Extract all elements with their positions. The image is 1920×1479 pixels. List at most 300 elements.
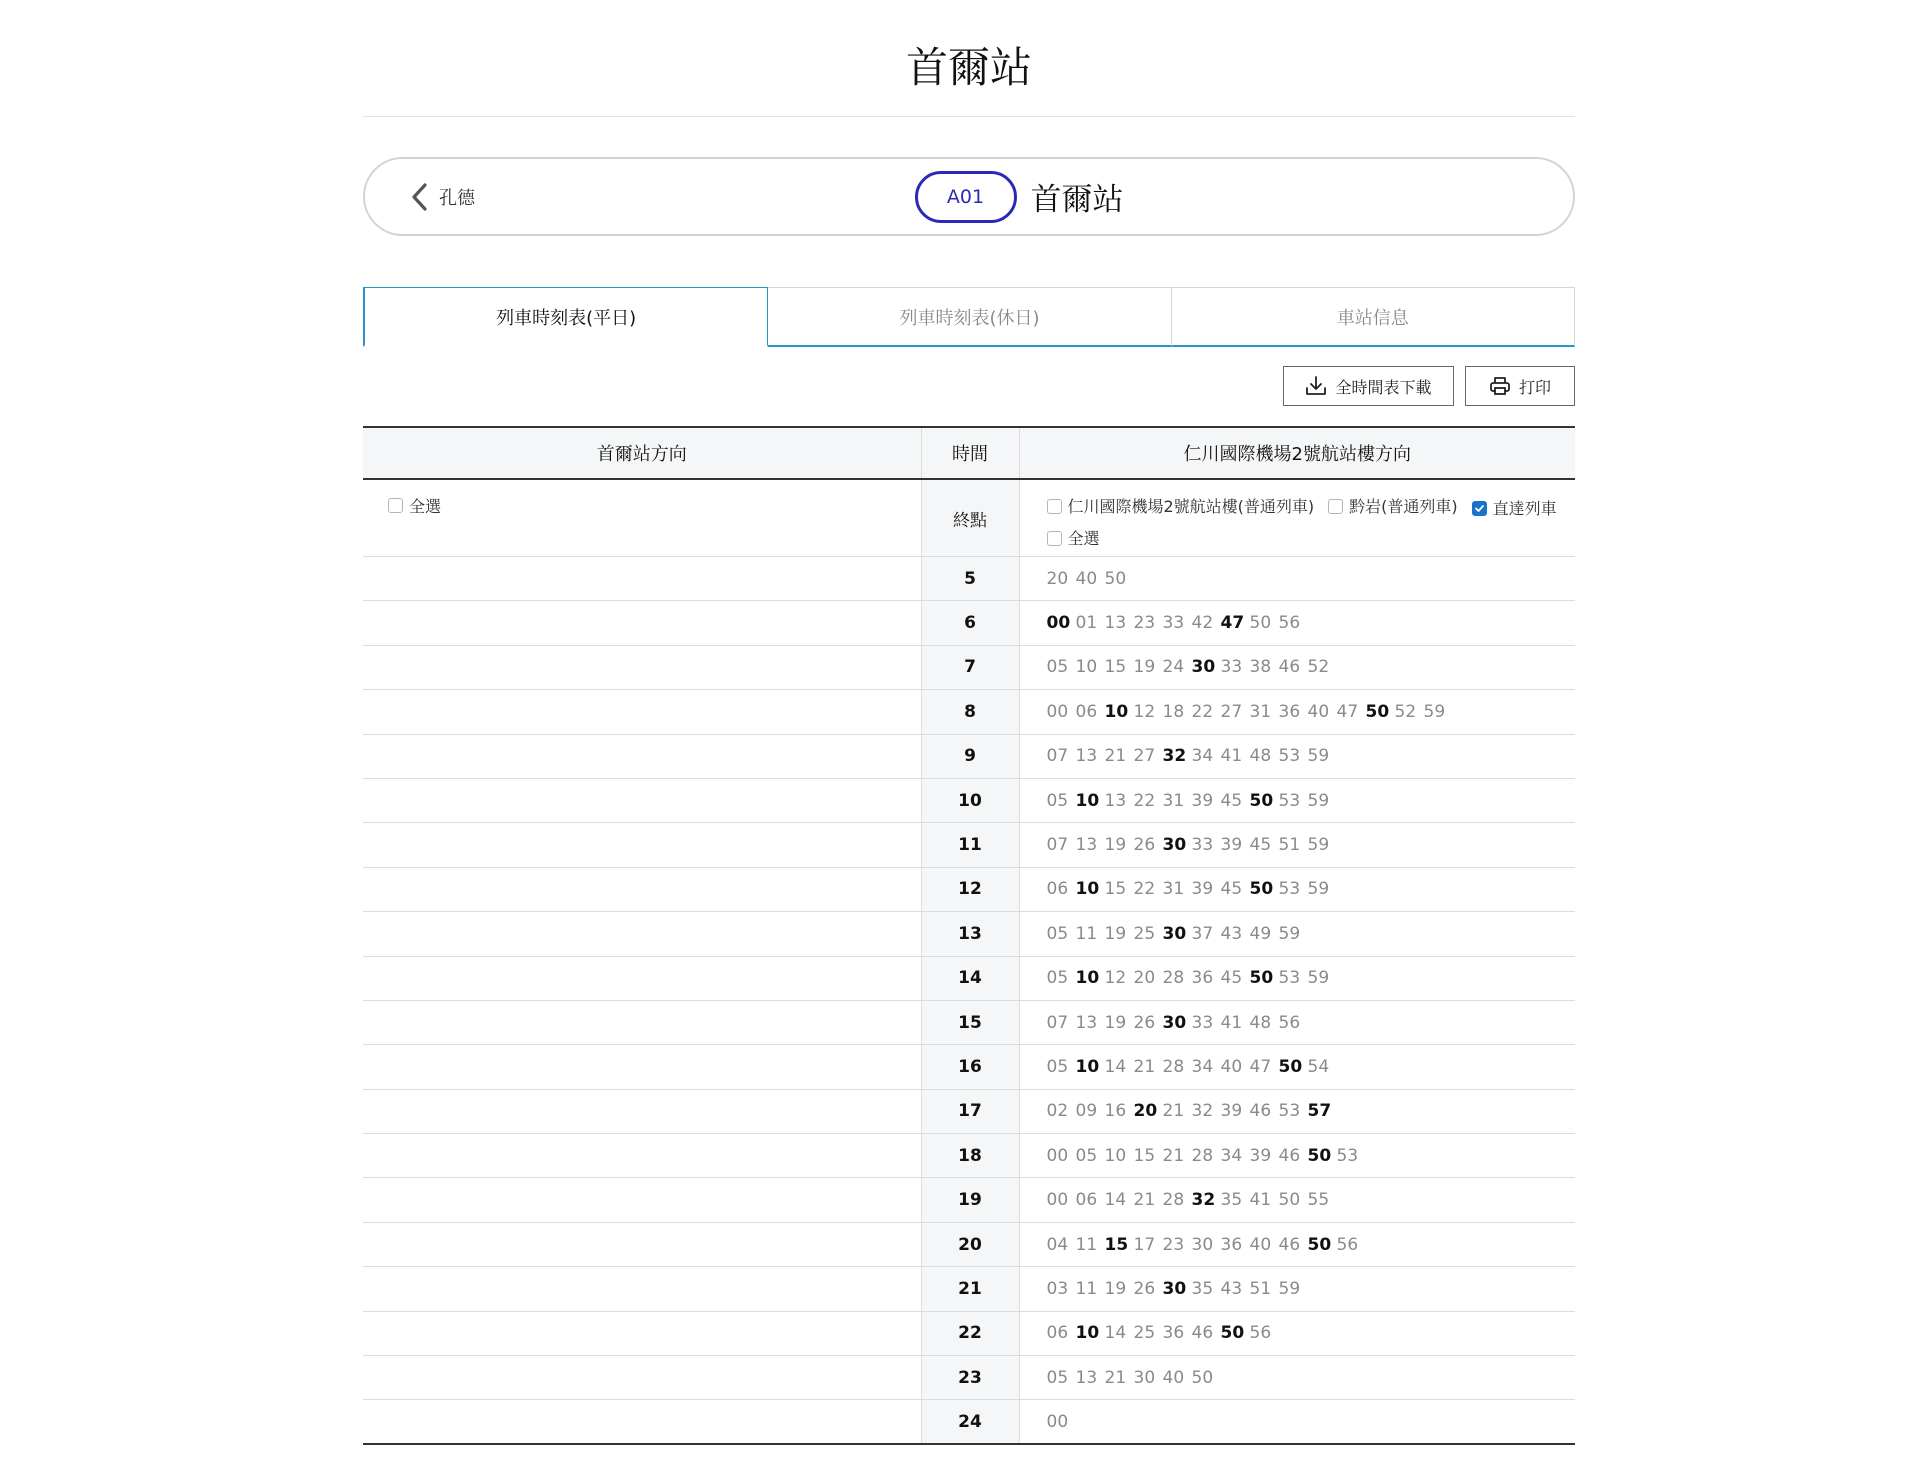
departure-minute: 40 [1220,1056,1243,1077]
departure-minute: 14 [1104,1323,1127,1344]
table-row [363,734,1575,778]
table-row [363,956,1575,1000]
express-departure-minute: 47 [1220,613,1245,634]
left-minutes-cell [363,1356,921,1400]
hour-cell: 22 [921,1311,1019,1355]
departure-minute: 59 [1307,746,1330,767]
departure-minute: 15 [1104,657,1127,678]
right-minutes-cell [1019,1311,1575,1355]
right-select-all-checkbox[interactable] [1047,524,1100,553]
table-row [363,1178,1575,1222]
departure-minute: 06 [1046,879,1069,900]
departure-minute: 19 [1133,657,1156,678]
hour-header: 時間 [921,427,1019,479]
departure-minute: 13 [1104,790,1127,811]
departure-minute: 46 [1278,1234,1301,1255]
departure-minute: 23 [1162,1234,1185,1255]
checkbox-label: 全選 [1067,529,1100,548]
departure-minute: 41 [1220,1012,1243,1033]
left-minutes-cell [363,1311,921,1355]
filter-express-checkbox[interactable] [1472,494,1557,523]
departure-minute: 45 [1220,968,1243,989]
right-direction-header: 仁川國際機場2號航站樓方向 [1019,427,1575,479]
departure-minute: 21 [1104,1367,1127,1388]
right-minutes-cell [1019,912,1575,956]
table-row [363,1089,1575,1133]
checkbox-box [1047,499,1062,514]
departure-minute: 19 [1104,1012,1127,1033]
table-row [363,1311,1575,1355]
departure-minute: 01 [1075,613,1098,634]
hour-cell: 18 [921,1134,1019,1178]
left-minutes-cell [363,690,921,734]
table-row [363,557,1575,601]
express-departure-minute: 32 [1191,1190,1216,1211]
left-minutes-cell [363,1134,921,1178]
express-departure-minute: 30 [1162,835,1187,856]
departure-minute: 28 [1162,1190,1185,1211]
departure-minute: 10 [1075,657,1098,678]
hour-cell: 10 [921,778,1019,822]
departure-minute: 14 [1104,1190,1127,1211]
departure-minute: 25 [1133,1323,1156,1344]
right-minutes-cell [1019,1356,1575,1400]
departure-minute: 53 [1278,879,1301,900]
left-minutes-cell [363,1178,921,1222]
table-row [363,778,1575,822]
hour-cell: 17 [921,1089,1019,1133]
express-departure-minute: 50 [1220,1323,1245,1344]
departure-minute: 53 [1278,1101,1301,1122]
departure-minute: 40 [1249,1234,1272,1255]
express-departure-minute: 10 [1104,701,1129,722]
departure-minute: 26 [1133,1278,1156,1299]
departure-minute: 05 [1075,1145,1098,1166]
left-minutes-cell [363,1089,921,1133]
departure-minute: 17 [1133,1234,1156,1255]
departure-minute: 05 [1046,1367,1069,1388]
table-row [363,601,1575,645]
table-row [363,1400,1575,1444]
departure-minute: 47 [1336,701,1359,722]
station-code-badge: A01 [915,171,1017,223]
left-minutes-cell [363,956,921,1000]
departure-minute: 10 [1104,1145,1127,1166]
right-minutes-cell [1019,1222,1575,1266]
checkbox-box [1328,499,1343,514]
departure-minute: 52 [1307,657,1330,678]
right-minutes-cell [1019,557,1575,601]
left-minutes-cell [363,601,921,645]
print-button[interactable] [1465,366,1575,406]
departure-minute: 40 [1307,701,1330,722]
express-departure-minute: 10 [1075,968,1100,989]
departure-minute: 54 [1307,1056,1330,1077]
prev-station-label: 孔德 [439,187,475,209]
tab-station-info[interactable]: 車站信息 [1172,287,1575,347]
hour-cell: 11 [921,823,1019,867]
right-minutes-cell [1019,1000,1575,1044]
departure-minute: 22 [1133,790,1156,811]
hour-cell: 16 [921,1045,1019,1089]
departure-minute: 05 [1046,1056,1069,1077]
departure-minute: 56 [1336,1234,1359,1255]
departure-minute: 12 [1104,968,1127,989]
right-minutes-cell [1019,867,1575,911]
express-departure-minute: 10 [1075,790,1100,811]
express-departure-minute: 50 [1249,790,1274,811]
departure-minute: 33 [1162,613,1185,634]
departure-minute: 05 [1046,923,1069,944]
departure-minute: 16 [1104,1101,1127,1122]
departure-minute: 32 [1191,1101,1214,1122]
table-row [363,1134,1575,1178]
departure-minute: 51 [1249,1278,1272,1299]
departure-minute: 07 [1046,746,1069,767]
terminal-label: 終點 [921,479,1019,557]
departure-minute: 09 [1075,1101,1098,1122]
departure-minute: 05 [1046,657,1069,678]
departure-minute: 40 [1162,1367,1185,1388]
departure-minute: 56 [1249,1323,1272,1344]
departure-minute: 47 [1249,1056,1272,1077]
departure-minute: 21 [1162,1101,1185,1122]
hour-cell: 21 [921,1267,1019,1311]
action-bar [363,366,1575,406]
left-direction-header: 首爾站方向 [363,427,921,479]
departure-minute: 26 [1133,1012,1156,1033]
right-minutes-cell [1019,734,1575,778]
printer-icon [1489,375,1511,397]
download-icon [1305,375,1327,397]
departure-minute: 14 [1104,1056,1127,1077]
departure-minute: 37 [1191,923,1214,944]
departure-minute: 19 [1104,835,1127,856]
departure-minute: 50 [1249,613,1272,634]
timetable-tabs [363,287,1575,347]
left-minutes-cell [363,734,921,778]
current-station [365,159,1573,234]
departure-minute: 39 [1220,1101,1243,1122]
left-minutes-cell [363,1000,921,1044]
hour-cell: 12 [921,867,1019,911]
departure-minute: 19 [1104,923,1127,944]
express-departure-minute: 50 [1307,1145,1332,1166]
right-minutes-cell [1019,601,1575,645]
express-departure-minute: 30 [1162,1278,1187,1299]
departure-minute: 55 [1307,1190,1330,1211]
departure-minute: 00 [1046,701,1069,722]
departure-minute: 00 [1046,1411,1069,1432]
page-title: 首爾站 [363,0,1575,117]
departure-minute: 33 [1191,835,1214,856]
departure-minute: 18 [1162,701,1185,722]
right-minutes-cell [1019,1089,1575,1133]
departure-minute: 46 [1278,657,1301,678]
departure-minute: 03 [1046,1278,1069,1299]
right-minutes-cell [1019,956,1575,1000]
departure-minute: 59 [1278,1278,1301,1299]
left-minutes-cell [363,867,921,911]
right-minutes-cell [1019,823,1575,867]
departure-minute: 39 [1191,790,1214,811]
timetable [363,426,1575,1445]
express-departure-minute: 10 [1075,1056,1100,1077]
left-minutes-cell [363,912,921,956]
station-bar [363,157,1575,236]
departure-minute: 34 [1220,1145,1243,1166]
departure-minute: 42 [1191,613,1214,634]
departure-minute: 26 [1133,835,1156,856]
departure-minute: 39 [1191,879,1214,900]
hour-cell: 20 [921,1222,1019,1266]
left-select-all-checkbox[interactable] [388,494,441,517]
right-filter-cell [1019,479,1575,557]
hour-cell: 7 [921,645,1019,689]
tab-holiday[interactable]: 列車時刻表(休日) [768,287,1171,347]
departure-minute: 52 [1394,701,1417,722]
departure-minute: 34 [1191,1056,1214,1077]
express-departure-minute: 15 [1104,1234,1129,1255]
departure-minute: 12 [1133,701,1156,722]
right-minutes-cell [1019,645,1575,689]
departure-minute: 49 [1249,923,1272,944]
checkbox-checked-icon [1472,501,1487,516]
departure-minute: 06 [1046,1323,1069,1344]
departure-minute: 13 [1075,1012,1098,1033]
departure-minute: 33 [1191,1012,1214,1033]
express-departure-minute: 32 [1162,746,1187,767]
left-minutes-cell [363,557,921,601]
departure-minute: 36 [1220,1234,1243,1255]
departure-minute: 13 [1075,1367,1098,1388]
departure-minute: 07 [1046,1012,1069,1033]
express-departure-minute: 00 [1046,613,1071,634]
departure-minute: 39 [1220,835,1243,856]
filter-geomam-local-checkbox[interactable] [1328,492,1458,521]
departure-minute: 02 [1046,1101,1069,1122]
departure-minute: 28 [1191,1145,1214,1166]
express-departure-minute: 10 [1075,1323,1100,1344]
departure-minute: 05 [1046,968,1069,989]
table-row [363,1356,1575,1400]
departure-minute: 28 [1162,1056,1185,1077]
express-departure-minute: 30 [1191,657,1216,678]
checkbox-label: 直達列車 [1492,499,1557,518]
departure-minute: 46 [1249,1101,1272,1122]
express-departure-minute: 50 [1249,879,1274,900]
departure-minute: 50 [1278,1190,1301,1211]
departure-minute: 56 [1278,613,1301,634]
departure-minute: 00 [1046,1145,1069,1166]
departure-minute: 27 [1220,701,1243,722]
departure-minute: 59 [1307,968,1330,989]
departure-minute: 13 [1075,746,1098,767]
express-departure-minute: 20 [1133,1101,1158,1122]
departure-minute: 11 [1075,923,1098,944]
tab-weekday[interactable]: 列車時刻表(平日) [363,287,768,347]
departure-minute: 31 [1162,790,1185,811]
hour-cell: 13 [921,912,1019,956]
departure-minute: 36 [1191,968,1214,989]
hour-cell: 8 [921,690,1019,734]
table-row [363,645,1575,689]
departure-minute: 50 [1191,1367,1214,1388]
left-minutes-cell [363,823,921,867]
departure-minute: 31 [1162,879,1185,900]
express-departure-minute: 57 [1307,1101,1332,1122]
departure-minute: 13 [1075,835,1098,856]
right-minutes-cell [1019,1267,1575,1311]
hour-cell: 19 [921,1178,1019,1222]
checkbox-label: 仁川國際機場2號航站樓(普通列車) [1067,497,1315,516]
departure-minute: 45 [1249,835,1272,856]
right-minutes-cell [1019,1134,1575,1178]
departure-minute: 59 [1423,701,1446,722]
departure-minute: 21 [1162,1145,1185,1166]
right-minutes-cell [1019,778,1575,822]
left-filter-cell [363,479,921,557]
departure-minute: 43 [1220,923,1243,944]
table-row [363,867,1575,911]
table-row [363,912,1575,956]
departure-minute: 24 [1162,657,1185,678]
left-minutes-cell [363,1400,921,1444]
departure-minute: 21 [1133,1056,1156,1077]
departure-minute: 53 [1278,790,1301,811]
hour-cell: 5 [921,557,1019,601]
departure-minute: 07 [1046,835,1069,856]
left-minutes-cell [363,1267,921,1311]
departure-minute: 41 [1249,1190,1272,1211]
hour-cell: 14 [921,956,1019,1000]
departure-minute: 53 [1278,746,1301,767]
departure-minute: 50 [1104,568,1127,589]
express-departure-minute: 30 [1162,923,1187,944]
left-minutes-cell [363,1222,921,1266]
departure-minute: 22 [1133,879,1156,900]
hour-cell: 23 [921,1356,1019,1400]
departure-minute: 38 [1249,657,1272,678]
departure-minute: 41 [1220,746,1243,767]
hour-cell: 9 [921,734,1019,778]
departure-minute: 31 [1249,701,1272,722]
departure-minute: 00 [1046,1190,1069,1211]
table-row [363,690,1575,734]
departure-minute: 30 [1191,1234,1214,1255]
departure-minute: 56 [1278,1012,1301,1033]
express-departure-minute: 30 [1162,1012,1187,1033]
departure-minute: 53 [1336,1145,1359,1166]
departure-minute: 23 [1133,613,1156,634]
table-row [363,1000,1575,1044]
departure-minute: 13 [1104,613,1127,634]
express-departure-minute: 50 [1249,968,1274,989]
departure-minute: 33 [1220,657,1243,678]
left-minutes-cell [363,778,921,822]
departure-minute: 39 [1249,1145,1272,1166]
right-minutes-cell [1019,1400,1575,1444]
checkbox-label: 全選 [409,497,442,516]
departure-minute: 11 [1075,1278,1098,1299]
departure-minute: 59 [1278,923,1301,944]
left-minutes-cell [363,1045,921,1089]
checkbox-label: 黔岩(普通列車) [1349,497,1458,516]
departure-minute: 43 [1220,1278,1243,1299]
table-row [363,1267,1575,1311]
departure-minute: 35 [1220,1190,1243,1211]
departure-minute: 46 [1191,1323,1214,1344]
hour-cell: 15 [921,1000,1019,1044]
express-departure-minute: 50 [1307,1234,1332,1255]
departure-minute: 06 [1075,1190,1098,1211]
station-name: 首爾站 [1030,182,1124,218]
departure-minute: 36 [1162,1323,1185,1344]
departure-minute: 30 [1133,1367,1156,1388]
departure-minute: 15 [1104,879,1127,900]
departure-minute: 35 [1191,1278,1214,1299]
departure-minute: 21 [1104,746,1127,767]
timetable-page [363,0,1575,1445]
departure-minute: 34 [1191,746,1214,767]
express-departure-minute: 50 [1365,701,1390,722]
departure-minute: 20 [1133,968,1156,989]
table-row [363,823,1575,867]
download-timetable-button[interactable] [1283,366,1454,406]
departure-minute: 22 [1191,701,1214,722]
departure-minute: 28 [1162,968,1185,989]
right-minutes-cell [1019,1045,1575,1089]
departure-minute: 48 [1249,746,1272,767]
departure-minute: 20 [1046,568,1069,589]
express-departure-minute: 10 [1075,879,1100,900]
filter-row [363,479,1575,557]
left-minutes-cell [363,645,921,689]
departure-minute: 27 [1133,746,1156,767]
departure-minute: 53 [1278,968,1301,989]
table-row [363,1045,1575,1089]
departure-minute: 36 [1278,701,1301,722]
departure-minute: 45 [1220,879,1243,900]
checkbox-box [388,498,403,513]
departure-minute: 21 [1133,1190,1156,1211]
right-minutes-cell [1019,1178,1575,1222]
departure-minute: 59 [1307,835,1330,856]
departure-minute: 51 [1278,835,1301,856]
filter-icn-t2-local-checkbox[interactable] [1047,492,1315,521]
departure-minute: 45 [1220,790,1243,811]
table-row [363,1222,1575,1266]
departure-minute: 05 [1046,790,1069,811]
hour-cell: 6 [921,601,1019,645]
hour-cell: 24 [921,1400,1019,1444]
print-label: 打印 [1518,379,1551,397]
right-minutes-cell [1019,690,1575,734]
departure-minute: 48 [1249,1012,1272,1033]
departure-minute: 40 [1075,568,1098,589]
download-label: 全時間表下載 [1335,379,1432,397]
departure-minute: 04 [1046,1234,1069,1255]
departure-minute: 46 [1278,1145,1301,1166]
express-departure-minute: 50 [1278,1056,1303,1077]
departure-minute: 06 [1075,701,1098,722]
checkbox-box [1047,531,1062,546]
departure-minute: 15 [1133,1145,1156,1166]
departure-minute: 25 [1133,923,1156,944]
departure-minute: 59 [1307,879,1330,900]
departure-minute: 19 [1104,1278,1127,1299]
departure-minute: 11 [1075,1234,1098,1255]
